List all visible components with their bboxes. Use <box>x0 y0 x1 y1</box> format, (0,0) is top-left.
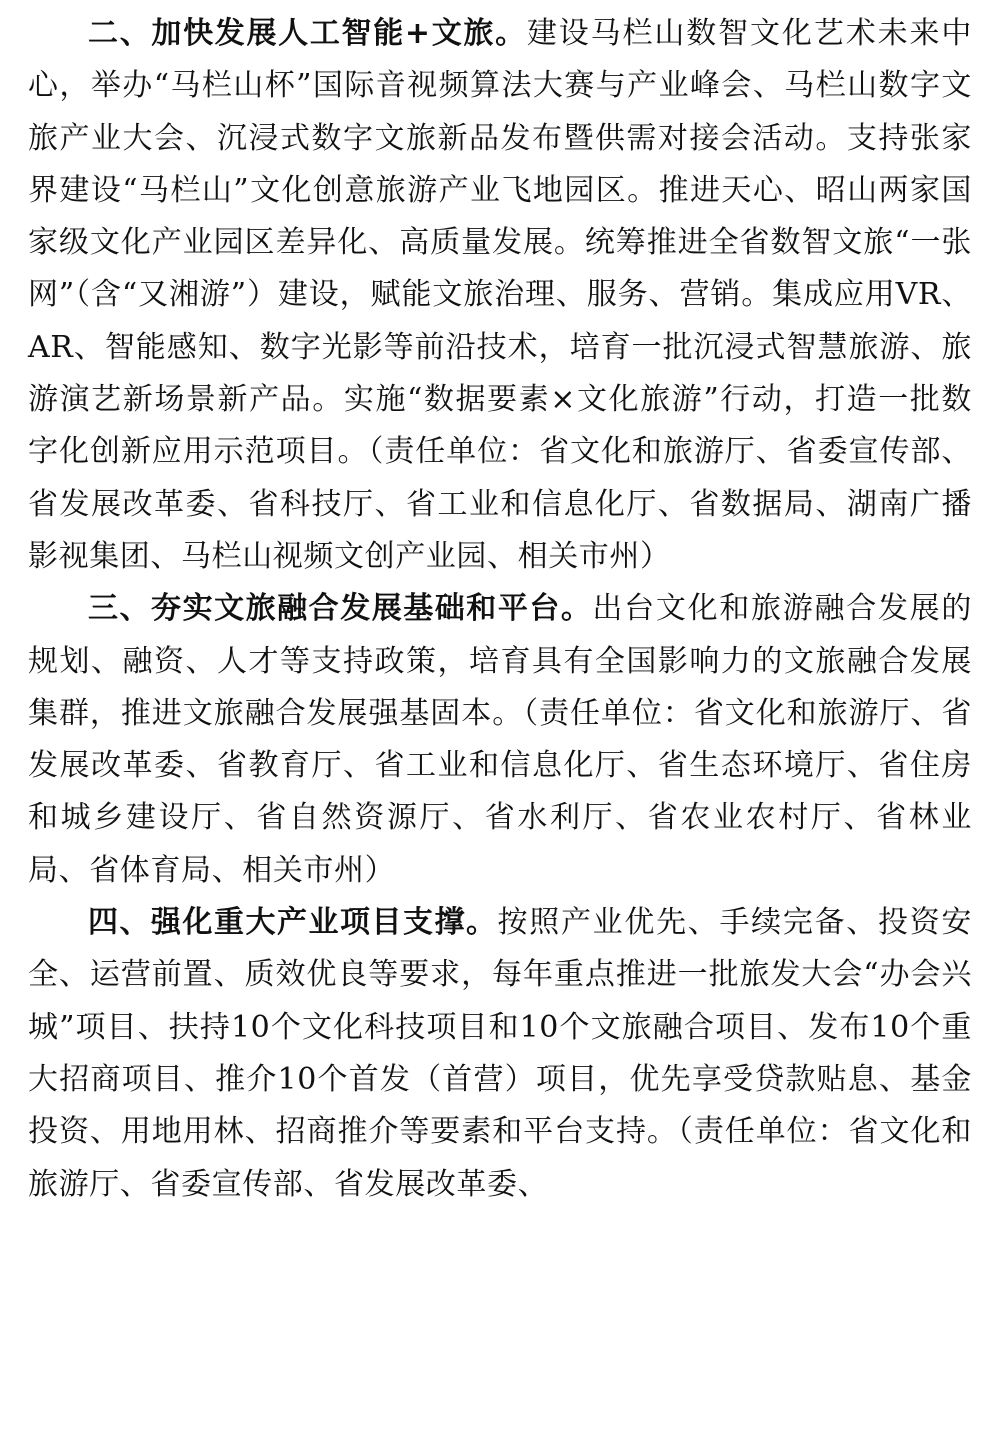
paragraph-body: 出台文化和旅游融合发展的规划、融资、人才等支持政策，培育具有全国影响力的文旅融合发展集群，推进文旅融合发展强基固本。（责任单位：省文化和旅游厅、省发展改革委、省教育厅、省工业和信息化厅、省生态环境厅、省住房和城乡建设厅、省自然资源厅、省水利厅、省农业农村厅、省林业局、省体育局、相关市州） <box>28 591 973 888</box>
paragraph-major-projects <box>28 897 972 1211</box>
document-page <box>28 8 972 1211</box>
paragraph-heading: 三、夯实文旅融合发展基础和平台。 <box>88 591 593 627</box>
paragraph-heading: 四、强化重大产业项目支撑。 <box>88 905 498 941</box>
paragraph-foundation-platform <box>28 583 972 897</box>
paragraph-heading: 二、加快发展人工智能+文旅。 <box>88 16 527 51</box>
paragraph-body: 按照产业优先、手续完备、投资安全、运营前置、质效优良等要求，每年重点推进一批旅发大会“办会兴城”项目、扶持10个文化科技项目和10个文旅融合项目、发布10个重大招商项目、推介10个首发（首营）项目，优先享受贷款贴息、基金投资、用地用林、招商推介等要素和平台支持。（责任单位：省文化和旅游厅、省委宣传部、省发展改革委、 <box>28 905 972 1202</box>
paragraph-body: 建设马栏山数智文化艺术未来中心，举办“马栏山杯”国际音视频算法大赛与产业峰会、马栏山数字文旅产业大会、沉浸式数字文旅新品发布暨供需对接会活动。支持张家界建设“马栏山”文化创意旅游产业飞地园区。推进天心、昭山两家国家级文化产业园区差异化、高质量发展。统筹推进全省数智文旅“一张网”（含“又湘游”）建设，赋能文旅治理、服务、营销。集成应用VR、AR、智能感知、数字光影等前沿技术，培育一批沉浸式智慧旅游、旅游演艺新场景新产品。实施“数据要素×文化旅游”行动，打造一批数字化创新应用示范项目。（责任单位：省文化和旅游厅、省委宣传部、省发展改革委、省科技厅、省工业和信息化厅、省数据局、湖南广播影视集团、马栏山视频文创产业园、相关市州） <box>28 16 973 574</box>
paragraph-ai-culture-tourism <box>28 8 972 583</box>
